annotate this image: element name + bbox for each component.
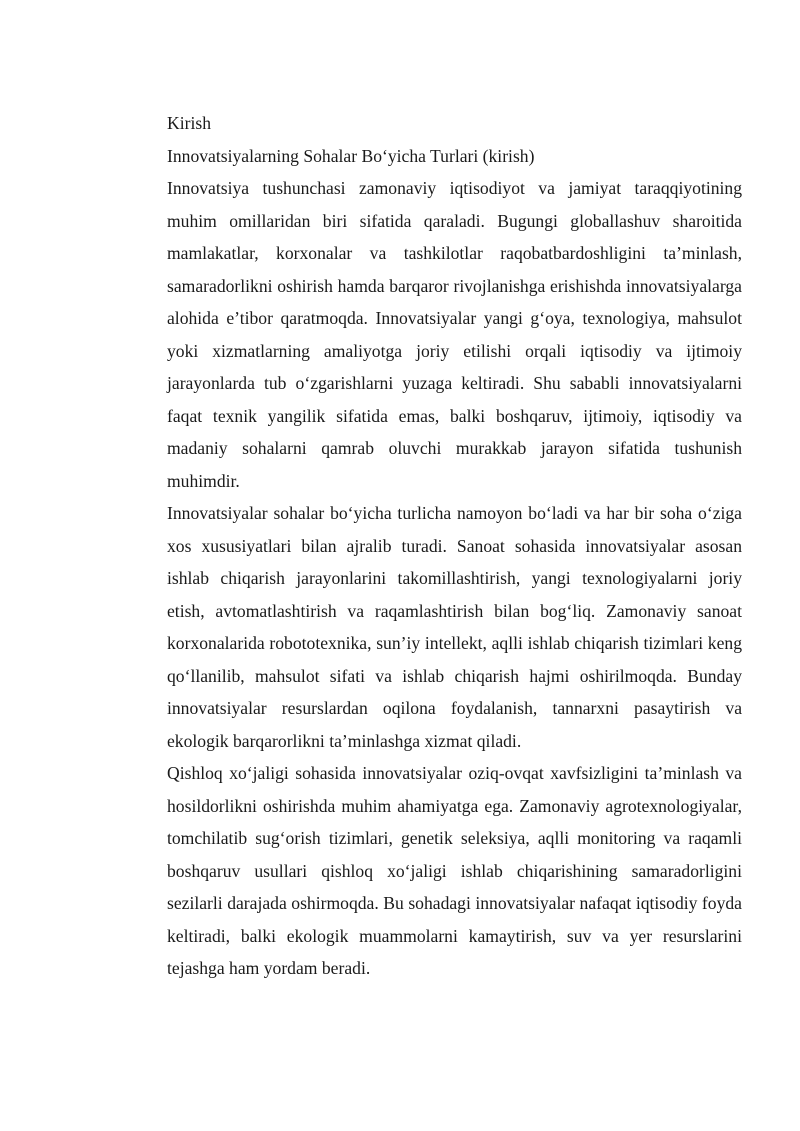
section-subheading: Innovatsiyalarning Sohalar Bo‘yicha Turlari (kirish) [167,145,535,166]
body-paragraph: Innovatsiya tushunchasi zamonaviy iqtisodiyot va jamiyat taraqqiyotining muhim omillaridan biri sifatida qaraladi. Bugungi globallashuv sharoitida mamlakatlar, korxonalar va tashkilotlar raqobatbardoshligini ta’minlash, samaradorlikni oshirish hamda barqaror rivojlanishga erishishda innovatsiyalarga alohida e’tibor qaratmoqda. Innovatsiyalar yangi g‘oya, texnologiya, mahsulot yoki xizmatlarning amaliyotga joriy etilishi orqali iqtisodiy va ijtimoiy jarayonlarda tub o‘zgarishlarni yuzaga keltiradi. Shu sababli innovatsiyalarni faqat texnik yangilik sifatida emas, balki boshqaruv, ijtimoiy, iqtisodiy va madaniy sohalarni qamrab oluvchi murakkab jarayon sifatida tushunish muhimdir. [167,178,742,491]
document-page [167,107,742,985]
body-paragraph: Innovatsiyalar sohalar bo‘yicha turlicha namoyon bo‘ladi va har bir soha o‘ziga xos xususiyatlari bilan ajralib turadi. Sanoat sohasida innovatsiyalar asosan ishlab chiqarish jarayonlarini takomillashtirish, yangi texnologiyalarni joriy etish, avtomatlashtirish va raqamlashtirish bilan bog‘liq. Zamonaviy sanoat korxonalarida robototexnika, sun’iy intellekt, aqlli ishlab chiqarish tizimlari keng qo‘llanilib, mahsulot sifati va ishlab chiqarish hajmi oshirilmoqda. Bunday innovatsiyalar resurslardan oqilona foydalanish, tannarxni pasaytirish va ekologik barqarorlikni ta’minlashga xizmat qiladi. [167,503,742,751]
section-heading: Kirish [167,113,211,133]
body-paragraph: Qishloq xo‘jaligi sohasida innovatsiyalar oziq-ovqat xavfsizligini ta’minlash va hosildorlikni oshirishda muhim ahamiyatga ega. Zamonaviy agrotexnologiyalar, tomchilatib sug‘orish tizimlari, genetik seleksiya, aqlli monitoring va raqamli boshqaruv usullari qishloq xo‘jaligi ishlab chiqarishining samaradorligini sezilarli darajada oshirmoqda. Bu sohadagi innovatsiyalar nafaqat iqtisodiy foyda keltiradi, balki ekologik muammolarni kamaytirish, suv va yer resurslarini tejashga ham yordam beradi. [167,763,742,978]
